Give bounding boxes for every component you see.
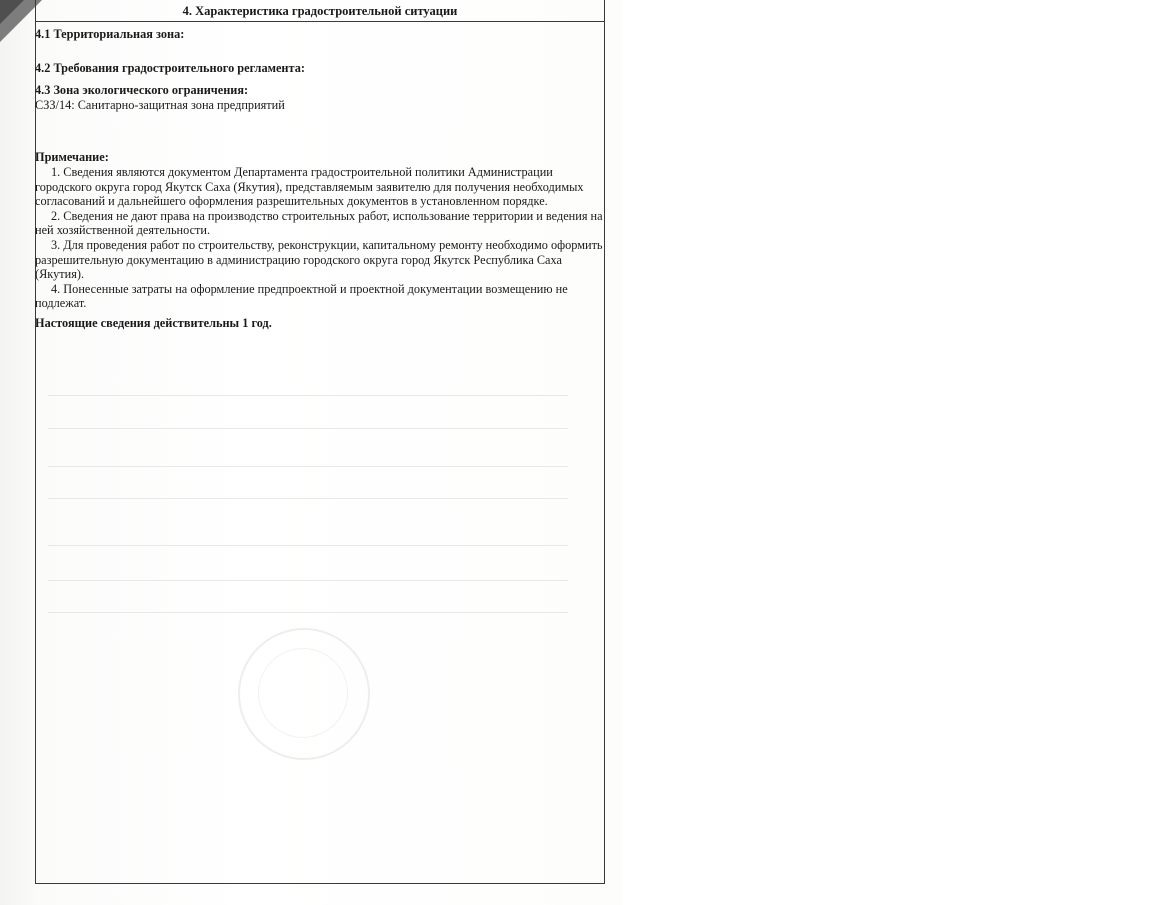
note-item-4: 4. Понесенные затраты на оформление предпроектной и проектной документации возмещению не подлежат. <box>35 281 568 311</box>
bleed-through-line <box>48 580 568 581</box>
section-4-1-heading: 4.1 Территориальная зона: <box>35 27 185 41</box>
validity-statement: Настоящие сведения действительны 1 год. <box>35 315 272 330</box>
section-4-2-heading: 4.2 Требования градостроительного регламента: <box>35 60 305 75</box>
document-body <box>35 27 603 331</box>
section-4-3-heading: 4.3 Зона экологического ограничения: <box>35 83 249 98</box>
bleed-through-line <box>48 428 568 429</box>
bleed-through-line <box>48 498 568 499</box>
note-item-2: 2. Сведения не дают права на производство строительных работ, использование территории и ведения на ней хозяйственной деятельности. <box>35 208 603 238</box>
document-title: 4. Характеристика градостроительной ситуации <box>182 4 458 18</box>
bleed-through-line <box>48 545 568 546</box>
bleed-through-line <box>48 612 568 613</box>
note-item-3: 3. Для проведения работ по строительству, реконструкции, капитальному ремонту необходимо оформить разрешительную документацию в администрацию городского округа город Якутск Республика Саха (Якутия). <box>35 237 603 282</box>
section-4-3-value: СЗЗ/14: Санитарно-защитная зона предприятий <box>35 97 285 112</box>
bleed-through-line <box>48 395 568 396</box>
folded-corner-shadow <box>0 0 24 24</box>
note-item-1: 1. Сведения являются документом Департамента градостроительной политики Администрации городского округа город Якутск Саха (Якутия), представляемым заявителю для получения необходимых согласований и дальнейшего оформления разрешительных документов в установленном порядке. <box>35 164 584 209</box>
note-heading: Примечание: <box>35 150 109 165</box>
bleed-through-line <box>48 466 568 467</box>
bleed-through-stamp-inner <box>258 648 348 738</box>
